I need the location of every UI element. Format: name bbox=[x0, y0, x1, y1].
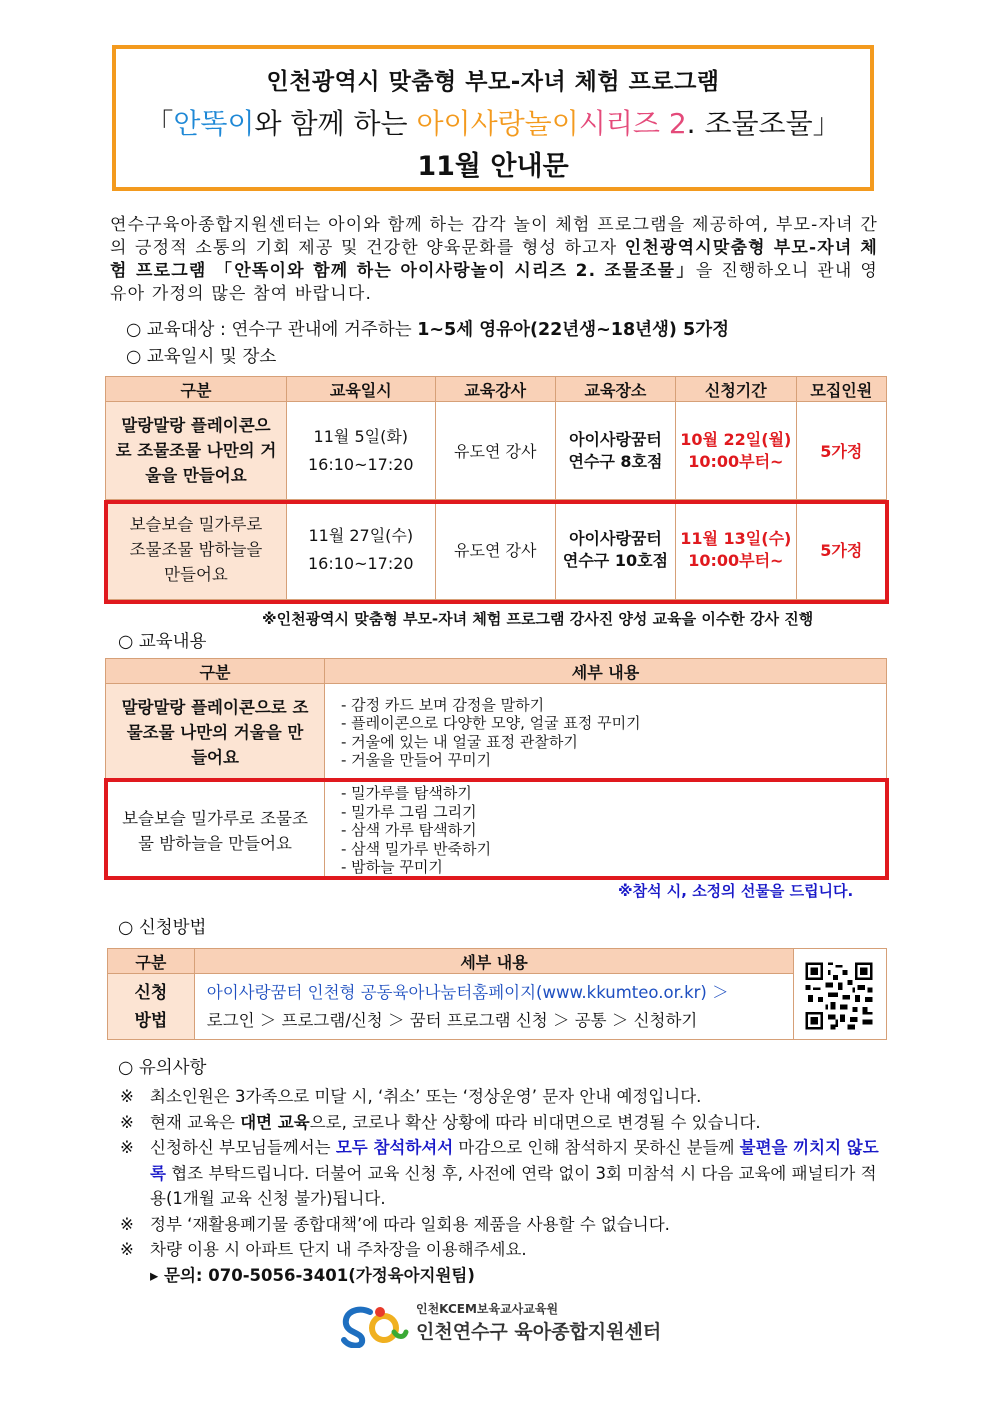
notice-list bbox=[120, 1084, 880, 1288]
list-item: - 삼색 가루 탐색하기 bbox=[341, 821, 477, 840]
list-item: - 감정 카드 보며 감정을 말하기 bbox=[341, 695, 545, 714]
notice-item: ※ 신청하신 부모님들께서는 모두 참석하셔서 마감으로 인해 참석하지 못하신 분들께 불편을 끼치지 않도록 협조 부탁드립니다. 더불어 교육 신청 후, 사전에 연락 없이 3회 미참석 시 다음 교육에 패널티가 적용(1개월 교육 신청 불가)됩니다. bbox=[120, 1138, 879, 1208]
list-item: - 밀가루를 탐색하기 bbox=[341, 784, 472, 803]
notice-item: ※ 최소인원은 3가족으로 미달 시, ‘취소’ 또는 ‘정상운영’ 문자 안내 예정입니다. bbox=[120, 1087, 702, 1106]
content-heading: ○ 교육내용 bbox=[118, 632, 207, 652]
content-header-row: 구분 세부 내용 bbox=[106, 659, 887, 684]
footer-logo bbox=[340, 1300, 660, 1350]
schedule-note: ※인천광역시 맞춤형 부모-자녀 체험 프로그램 강사진 양성 교육을 이수한 강사 진행 bbox=[262, 610, 814, 628]
target-line: ○ 교육대상 : 연수구 관내에 거주하는 1~5세 영유아(22년생~18년생) 5가정 bbox=[126, 320, 730, 340]
table-row: 보슬보슬 밀가루로 조물조물 밤하늘을 만들어요 11월 27일(수) 16:10~17:20 유도연 강사 아이사랑꿈터 연수구 10호점 11월 13일(수) 10:00부터~ 5가정 bbox=[106, 500, 887, 600]
intro-paragraph: 연수구육아종합지원센터는 아이와 함께 하는 감각 놀이 체험 프로그램을 제공하여, 부모-자녀 간의 긍정적 소통의 기회 제공 및 건강한 양육문화를 형성 하고자 인천광역시맞춤형 부모-자녀 체험 프로그램 「안똑이와 함께 하는 아이사랑놀이 시리즈 2. 조물조물」을 진행하오니 관내 영유아 가정의 많은 참여 바랍니다. bbox=[110, 215, 878, 304]
list-item: - 거울을 만들어 꾸미기 bbox=[341, 751, 492, 769]
apply-steps: 로그인 ＞ 프로그램/신청 ＞ 꿈터 프로그램 신청 ＞ 공통 ＞ 신청하기 bbox=[206, 1010, 698, 1030]
apply-heading: ○ 신청방법 bbox=[118, 918, 207, 938]
contact-line: ▸ 문의: 070-5056-3401(가정육아지원팀) bbox=[150, 1265, 475, 1285]
notice-item: ※ 차량 이용 시 아파트 단지 내 주차장을 이용해주세요. bbox=[120, 1240, 527, 1259]
list-item: - 삼색 밀가루 반죽하기 bbox=[341, 839, 492, 858]
notice-heading: ○ 유의사항 bbox=[118, 1058, 207, 1078]
list-item: - 밤하늘 꾸미기 bbox=[341, 858, 443, 877]
highlight-box-content bbox=[104, 778, 889, 880]
title-series-number: 시리즈 2 bbox=[578, 107, 687, 140]
list-item: - 플레이콘으로 다양한 모양, 얼굴 표정 꾸미기 bbox=[341, 714, 641, 732]
table-row: 신청 방법 아이사랑꿈터 인천형 공동육아나눔터홈페이지(www.kkumteo.or.kr) ＞ 로그인 ＞ 프로그램/신청 ＞ 꿈터 프로그램 신청 ＞ 공통 ＞ 신청하기 bbox=[108, 974, 887, 1040]
highlight-box-schedule bbox=[104, 500, 889, 604]
table-row: 말랑말랑 플레이콘으로 조물조물 나만의 거울을 만들어요 - 감정 카드 보며 감정을 말하기 - 플레이콘으로 다양한 모양, 얼굴 표정 꾸미기 - 거울에 있는 내 얼굴 표정 관찰하기 - 거울을 만들어 꾸미기 bbox=[106, 684, 887, 782]
schedule-heading: ○ 교육일시 및 장소 bbox=[126, 347, 277, 367]
table-row: 보슬보슬 밀가루로 조물조물 밤하늘을 만들어요 - 밀가루를 탐색하기 - 밀가루 그림 그리기 - 삼색 가루 탐색하기 - 삼색 밀가루 반죽하기 - 밤하늘 꾸미기 bbox=[106, 782, 887, 880]
list-item: - 밀가루 그림 그리기 bbox=[341, 802, 477, 821]
table-row: 말랑말랑 플레이콘으로 조물조물 나만의 거울을 만들어요 11월 5일(화) 16:10~17:20 유도연 강사 아이사랑꿈터 연수구 8호점 10월 22일(월) 10:00부터~ 5가정 bbox=[106, 402, 887, 500]
list-item: - 거울에 있는 내 얼굴 표정 관찰하기 bbox=[341, 732, 578, 751]
notice-item: ※ 현재 교육은 대면 교육으로, 코로나 확산 상황에 따라 비대면으로 변경될 수 있습니다. bbox=[120, 1112, 761, 1132]
content-list-1 bbox=[325, 696, 886, 770]
schedule-header-row: 구분 교육일시 교육강사 교육장소 신청기간 모집인원 bbox=[106, 377, 887, 402]
title-line2: 「안똑이와 함께 하는 아이사랑놀이시리즈 2. 조물조물」 bbox=[145, 107, 841, 140]
title-line1: 인천광역시 맞춤형 부모-자녀 체험 프로그램 bbox=[266, 69, 720, 95]
qr-code-icon[interactable] bbox=[803, 960, 875, 1032]
org-small-name: 인천KCEM보육교사교육원 bbox=[416, 1302, 559, 1316]
apply-table bbox=[107, 948, 887, 1040]
apply-header-row: 구분 세부 내용 bbox=[108, 949, 887, 974]
center-logo-icon bbox=[340, 1302, 410, 1348]
title-line3: 11월 안내문 bbox=[417, 151, 569, 182]
org-name: 인천연수구 육아종합지원센터 bbox=[416, 1321, 662, 1343]
title-box bbox=[112, 45, 874, 191]
title-character-name: 안똑이 bbox=[173, 107, 255, 140]
content-note: ※참석 시, 소정의 선물을 드립니다. bbox=[618, 882, 854, 900]
apply-link[interactable]: 아이사랑꿈터 인천형 공동육아나눔터홈페이지(www.kkumteo.or.kr) ＞ bbox=[206, 982, 729, 1002]
notice-item: ※ 정부 ‘재활용폐기물 종합대책’에 따라 일회용 제품을 사용할 수 없습니다. bbox=[120, 1214, 670, 1234]
title-series-name: 아이사랑놀이 bbox=[416, 107, 579, 140]
